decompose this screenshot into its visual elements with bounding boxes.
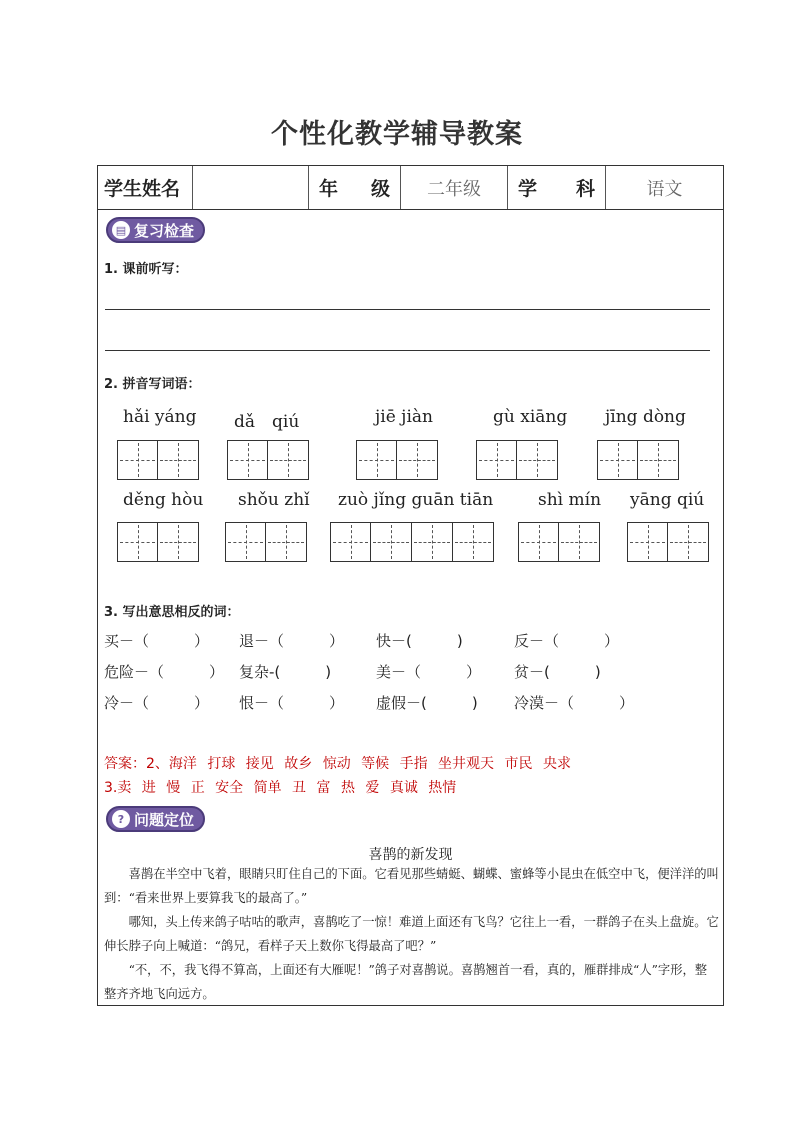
char-box[interactable] (268, 440, 309, 480)
answer-line: 3.卖 进 慢 正 安全 简单 丑 富 热 爱 真诚 热情 (104, 780, 457, 796)
problem-location-badge: ? 问题定位 (106, 806, 205, 832)
antonym-item[interactable]: 退－（ ） (239, 632, 345, 650)
char-box[interactable] (627, 522, 668, 562)
char-box[interactable] (518, 522, 559, 562)
antonym-item[interactable]: 虚假－( ) (376, 694, 478, 712)
student-name-label: 学生姓名 (98, 166, 193, 209)
pinyin-label: shì mín (538, 490, 602, 510)
writing-grid[interactable] (597, 440, 679, 482)
q1-label: 1. 课前听写： (104, 262, 188, 277)
antonym-item[interactable]: 冷漠－（ ） (514, 694, 635, 712)
char-box[interactable] (117, 440, 158, 480)
char-box[interactable] (638, 440, 679, 480)
char-box[interactable] (158, 440, 199, 480)
pinyin-label: jiē jiàn (375, 407, 433, 427)
char-box[interactable] (371, 522, 412, 562)
student-name-value[interactable] (193, 166, 309, 209)
antonym-item[interactable]: 反－（ ） (514, 632, 620, 650)
subject-label: 学 科 (508, 166, 606, 209)
grade-value: 二年级 (401, 166, 508, 209)
pinyin-label: hǎi yáng (123, 407, 197, 427)
dictation-line[interactable] (105, 309, 710, 310)
review-check-badge: ▤ 复习检查 (106, 217, 205, 243)
char-box[interactable] (453, 522, 494, 562)
story-paragraph: 喜鹊在半空中飞着，眼睛只盯住自己的下面。它看见那些蜻蜓、蝴蝶、蜜蜂等小昆虫在低空中飞，便洋洋的叫到：“看来世界上要算我飞的最高了。” (104, 867, 719, 905)
char-box[interactable] (668, 522, 709, 562)
pinyin-label: yāng qiú (630, 490, 705, 510)
char-box[interactable] (559, 522, 600, 562)
char-box[interactable] (356, 440, 397, 480)
char-box[interactable] (227, 440, 268, 480)
char-box[interactable] (266, 522, 307, 562)
subject-value: 语文 (646, 178, 683, 200)
pinyin-label: shǒu zhǐ (238, 490, 310, 510)
grade-label: 年 级 (309, 166, 401, 209)
story-title: 喜鹊的新发现 (368, 847, 453, 863)
char-box[interactable] (517, 440, 558, 480)
antonym-item[interactable]: 买－（ ） (104, 632, 210, 650)
pinyin-label: jīng dòng (605, 407, 686, 427)
q3-label: 3. 写出意思相反的词： (104, 605, 240, 620)
char-box[interactable] (476, 440, 517, 480)
pinyin-label: dǎ qiú (234, 412, 300, 432)
antonym-item[interactable]: 美－（ ） (376, 663, 482, 681)
char-box[interactable] (412, 522, 453, 562)
char-box[interactable] (225, 522, 266, 562)
writing-grid[interactable] (117, 522, 199, 564)
antonym-item[interactable]: 快－( ) (376, 632, 463, 650)
char-box[interactable] (330, 522, 371, 562)
pinyin-label: děng hòu (123, 490, 204, 510)
question-icon: ? (112, 810, 130, 828)
antonym-item[interactable]: 危险－（ ） (104, 663, 225, 681)
pinyin-label: gù xiāng (493, 407, 568, 427)
antonym-item[interactable]: 恨－（ ） (239, 694, 345, 712)
answer-line: 答案：2、海洋 打球 接见 故乡 惊动 等候 手指 坐井观天 市民 央求 (104, 756, 571, 772)
q2-label: 2. 拼音写词语： (104, 377, 201, 392)
antonym-item[interactable]: 冷－（ ） (104, 694, 210, 712)
writing-grid[interactable] (330, 522, 494, 564)
clipboard-icon: ▤ (112, 221, 130, 239)
page-title: 个性化教学辅导教案 (271, 119, 523, 150)
writing-grid[interactable] (225, 522, 307, 564)
char-box[interactable] (597, 440, 638, 480)
writing-grid[interactable] (518, 522, 600, 564)
lesson-plan-table (97, 165, 724, 1006)
char-box[interactable] (117, 522, 158, 562)
header-row (98, 166, 723, 210)
writing-grid[interactable] (117, 440, 199, 482)
antonym-item[interactable]: 复杂-( ) (239, 663, 332, 681)
story-paragraph: “不，不，我飞得不算高，上面还有大雁呢！”鸽子对喜鹊说。喜鹊翘首一看，真的，雁群排成“人”字形，整整齐齐地飞向远方。 (104, 963, 708, 1001)
writing-grid[interactable] (476, 440, 558, 482)
story-paragraph: 哪知，头上传来鸽子咕咕的歌声，喜鹊吃了一惊！难道上面还有飞鸟？它往上一看，一群鸽子在头上盘旋。它伸长脖子向上喊道：“鸽兄，看样子天上数你飞得最高了吧？” (104, 915, 719, 953)
writing-grid[interactable] (356, 440, 438, 482)
char-box[interactable] (397, 440, 438, 480)
dictation-line[interactable] (105, 350, 710, 351)
writing-grid[interactable] (627, 522, 709, 564)
antonym-item[interactable]: 贫－( ) (514, 663, 601, 681)
writing-grid[interactable] (227, 440, 309, 482)
char-box[interactable] (158, 522, 199, 562)
pinyin-label: zuò jǐng guān tiān (338, 490, 494, 510)
